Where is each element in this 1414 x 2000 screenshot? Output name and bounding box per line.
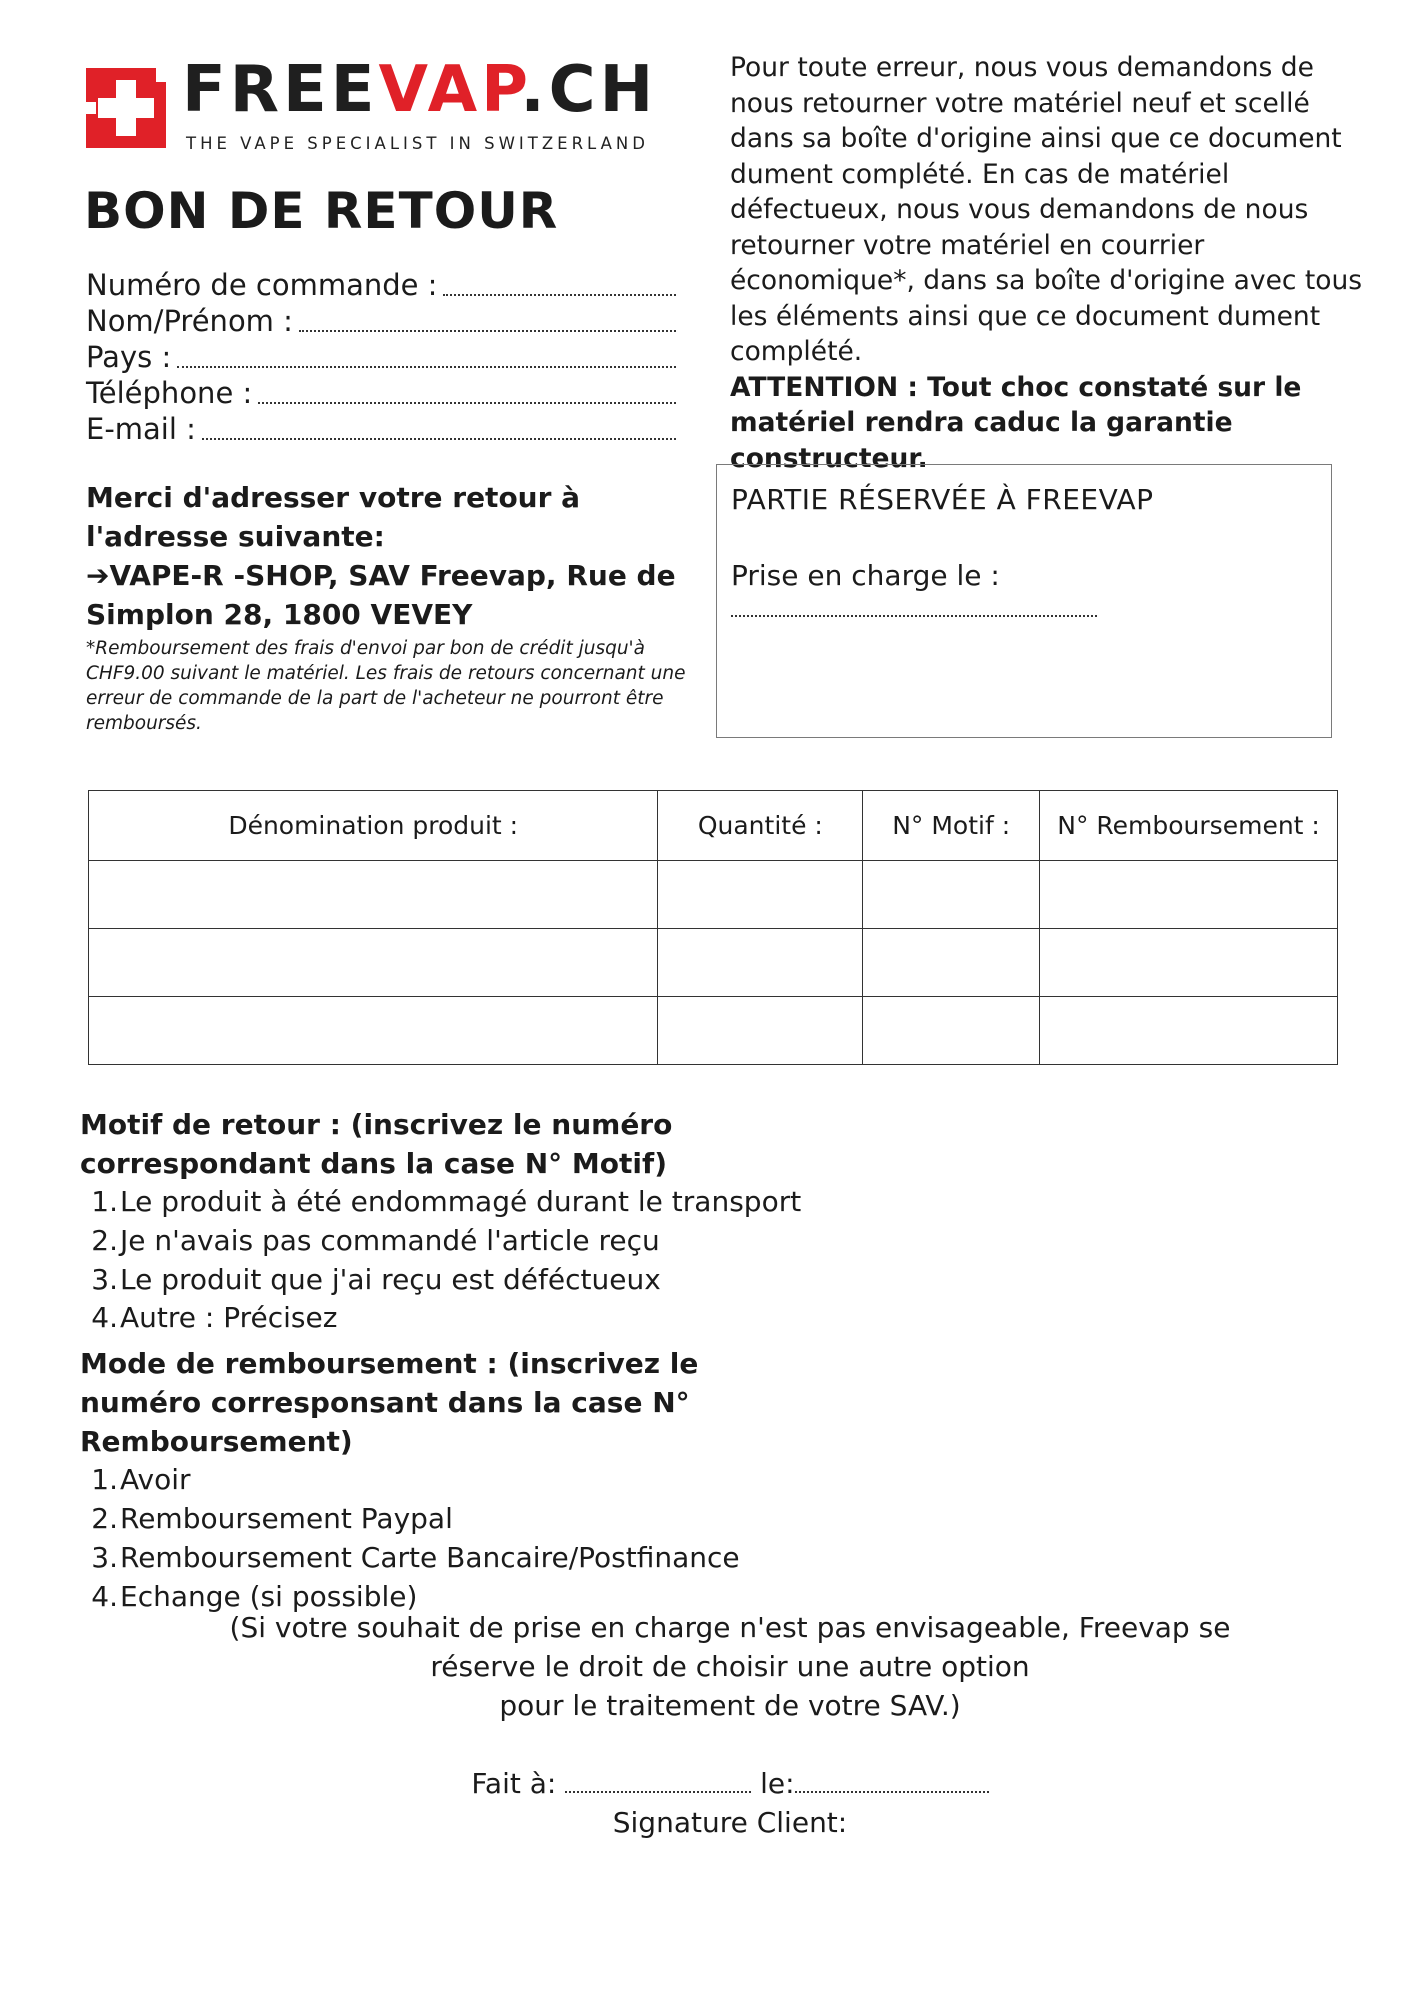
customer-fields [86, 268, 676, 448]
instructions-paragraph: Pour toute erreur, nous vous demandons de nous retourner votre matériel neuf et scellé dans sa boîte d'origine ainsi que ce document dument complété. En cas de matériel défectueux, nous vous demandons de nous retourner votre matériel en courrier économique*, dans sa boîte d'origine avec tous les éléments ainsi que ce document dument complété. [730, 52, 1363, 367]
cell-motif[interactable] [863, 861, 1040, 929]
field-phone[interactable]: Téléphone : [86, 376, 676, 412]
freevap-reserved-box [716, 464, 1332, 738]
cell-quantity[interactable] [658, 861, 863, 929]
address-intro: Merci d'adresser votre retour à l'adresse suivante: [86, 481, 581, 553]
list-item: 1. Le produit à été endommagé durant le transport [91, 1185, 802, 1218]
cell-quantity[interactable] [658, 929, 863, 997]
warranty-warning: ATTENTION : Tout choc constaté sur le matériel rendra caduc la garantie constructeur. [730, 371, 1302, 474]
dotted-line [177, 365, 676, 368]
table-row [89, 997, 1338, 1065]
closing-note: (Si votre souhait de prise en charge n'est pas envisageable, Freevap se réserve le droit de choisir une autre option pour le traitement de votre SAV.) [229, 1611, 1231, 1722]
list-item: 3. Le produit que j'ai reçu est déféctueux [91, 1262, 661, 1296]
dotted-line [258, 401, 676, 404]
cell-product-name[interactable] [89, 861, 658, 929]
table-header-row [89, 791, 1338, 861]
page-title: BON DE RETOUR [84, 182, 559, 240]
header-quantity: Quantité : [658, 791, 863, 861]
dotted-line [202, 437, 676, 440]
dotted-line [443, 293, 676, 296]
motif-list [80, 1183, 1280, 1338]
table-row [89, 929, 1338, 997]
list-item: 4. Echange (si possible) [91, 1579, 418, 1613]
date-label: le: [760, 1767, 795, 1800]
brand-name [182, 53, 658, 127]
field-country[interactable]: Pays : [86, 340, 676, 376]
reasons-section [80, 1105, 1280, 1616]
swiss-cross-logo-icon [86, 68, 166, 148]
list-item: 1. Avoir [91, 1463, 191, 1497]
freevap-logo [86, 53, 658, 164]
cell-motif[interactable] [863, 929, 1040, 997]
prise-en-charge-label: Prise en charge le : [731, 559, 1000, 592]
cell-product-name[interactable] [89, 997, 658, 1065]
list-item: 4. Autre : Précisez [91, 1301, 338, 1335]
reserved-title: PARTIE RÉSERVÉE À FREEVAP [731, 483, 1154, 516]
header-motif-number: N° Motif : [863, 791, 1040, 861]
brand-name-free: FREE [182, 53, 379, 127]
signature-label: Signature Client: [612, 1806, 848, 1839]
brand-name-ch: .CH [520, 53, 658, 127]
return-address-block [86, 478, 696, 736]
cell-refund[interactable] [1040, 861, 1338, 929]
place-field[interactable] [565, 1790, 751, 1793]
field-order-number[interactable]: Numéro de commande : [86, 268, 676, 304]
cell-product-name[interactable] [89, 929, 658, 997]
brand-tagline: THE VAPE SPECIALIST IN SWITZERLAND [186, 134, 649, 153]
address-line: ➔VAPE-R -SHOP, SAV Freevap, Rue de Simplon 28, 1800 VEVEY [86, 559, 676, 631]
list-item: 3. Remboursement Carte Bancaire/Postfinance [91, 1540, 740, 1574]
field-name[interactable]: Nom/Prénom : [86, 304, 676, 340]
table-row [89, 861, 1338, 929]
shipping-refund-note: *Remboursement des frais d'envoi par bon de crédit jusqu'à CHF9.00 suivant le matériel. Les frais de retours concernant une erreur de commande de la part de l'acheteur ne pourront être remboursés. [86, 638, 686, 734]
dotted-line [731, 615, 1097, 617]
cell-motif[interactable] [863, 997, 1040, 1065]
brand-name-vap: VAP [378, 53, 521, 127]
fait-a-label: Fait à: [471, 1767, 557, 1800]
date-field[interactable] [795, 1790, 989, 1793]
header-product-name: Dénomination produit : [89, 791, 658, 861]
header-refund-number: N° Remboursement : [1040, 791, 1338, 861]
list-item: 2. Je n'avais pas commandé l'article reçu [91, 1223, 660, 1257]
dotted-line [299, 329, 676, 332]
products-table [88, 790, 1338, 1065]
cell-quantity[interactable] [658, 997, 863, 1065]
motif-title: Motif de retour : (inscrivez le numéro correspondant dans la case N° Motif) [80, 1108, 673, 1180]
refund-mode-list [80, 1461, 1280, 1616]
place-date-row [180, 1764, 1280, 1803]
refund-mode-title: Mode de remboursement : (inscrivez le numéro corresponsant dans la case N° Remboursement) [80, 1347, 699, 1459]
field-email[interactable]: E-mail : [86, 412, 676, 448]
list-item: 2. Remboursement Paypal [91, 1501, 453, 1535]
cell-refund[interactable] [1040, 997, 1338, 1065]
cell-refund[interactable] [1040, 929, 1338, 997]
signature-block [180, 1764, 1280, 1842]
return-instructions [730, 50, 1380, 476]
